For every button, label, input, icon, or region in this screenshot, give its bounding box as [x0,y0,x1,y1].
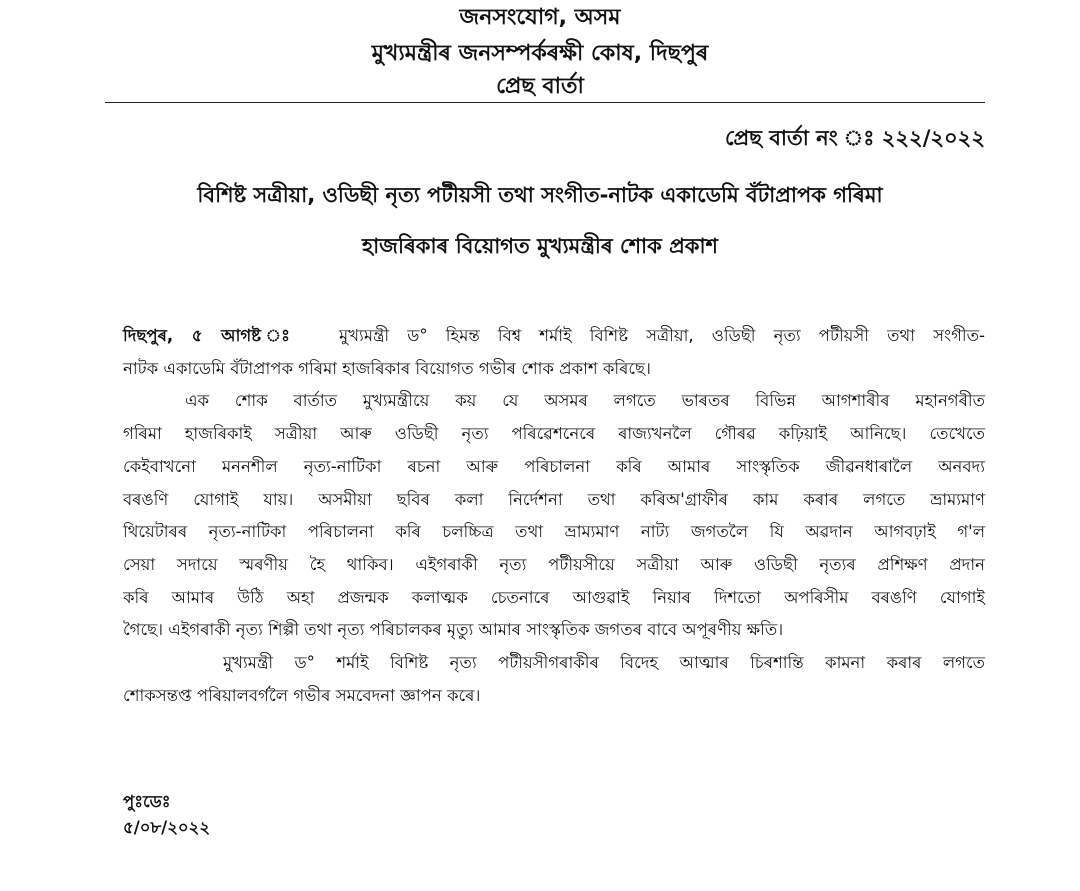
headline-line-1: বিশিষ্ট সত্ৰীয়া, ওডিছী নৃত্য পটীয়সী তথা সংগীত-নাটক একাডেমি বঁটাপ্ৰাপক গৰিমা [197,183,883,207]
footer-date: ৫/০৮/২০২২ [123,818,211,837]
header-doc-type: প্ৰেছ বাৰ্তা [496,74,584,99]
press-release-number: প্ৰেছ বাৰ্তা নং ঃ ২২২/২০২২ [725,126,985,150]
paragraph-2-start [123,385,985,418]
paragraph-2-line-8: গৈছে। এইগৰাকী নৃত্য শিল্পী তথা নৃত্য পৰিচালকৰ মৃত্যু আমাৰ সাংস্কৃতিক জগতৰ বাবে অপূৰণীয় ক্ষতি। [123,620,784,640]
paragraph-2-line-7: কৰি আমাৰ উঠি অহা প্ৰজন্মক কলাত্মক চেতনাৰে আগুৱাই নিয়াৰ দিশতো অপৰিসীম বৰঙণি যোগাই [123,587,985,607]
paragraph-1 [123,320,985,353]
header-divider [105,102,985,103]
footer-block [123,789,210,841]
body-text [123,320,985,712]
paragraph-2-line-6: সেয়া সদায়ে স্মৰণীয় হৈ থাকিব। এইগৰাকী নৃত্য পটীয়সীয়ে সত্ৰীয়া আৰু ওডিছী নৃত্যৰ প্ৰশিক্ষণ প্ৰদান [123,554,985,574]
paragraph-3-start [123,647,985,680]
dateline: দিছপুৰ, ৫ আগষ্ট ঃ [123,326,303,345]
header-office: মুখ্যমন্ত্ৰীৰ জনসম্পৰ্কৰক্ষী কোষ, দিছপুৰ [371,41,709,66]
para1-line-2: নাটক একাডেমি বঁটাপ্ৰাপক গৰিমা হাজৰিকাৰ বিয়োগত গভীৰ শোক প্ৰকাশ কৰিছে। [123,358,651,378]
header-department: জনসংযোগ, অসম [459,5,621,30]
para3-line-1: মুখ্যমন্ত্ৰী ড° শৰ্মাই বিশিষ্ট নৃত্য পটীয়সীগৰাকীৰ বিদেহ আত্মাৰ চিৰশান্তি কামনা কৰাৰ লগতে [223,653,985,673]
paragraph-3-line-2: শোকসন্তপ্ত পৰিয়ালবৰ্গলৈ গভীৰ সমবেদনা জ্ঞাপন কৰে। [123,685,481,705]
paragraph-2-line-4: বৰঙণি যোগাই যায়। অসমীয়া ছবিৰ কলা নিৰ্দেশনা তথা কৰিঅ'গ্ৰাফীৰ কাম কৰাৰ লগতে ভ্ৰাম্যমাণ [123,489,985,509]
para1-line-1: দিছপুৰ, ৫ আগষ্ট ঃ মুখ্যমন্ত্ৰী ড° হিমন্ত বিশ্ব শৰ্মাই বিশিষ্ট সত্ৰীয়া, ওডিছী নৃত্য পটীয়সী তথা সংগীত- [123,326,985,345]
paragraph-2-line-3: কেইবাখনো মননশীল নৃত্য-নাটিকা ৰচনা আৰু পৰিচালনা কৰি আমাৰ সাংস্কৃতিক জীৱনধাৰালৈ অনবদ্য [123,456,985,476]
paragraph-2-line-2: গৰিমা হাজৰিকাই সত্ৰীয়া আৰু ওডিছী নৃত্য পৰিৱেশনেৰে ৰাজ্যখনলৈ গৌৰৱ কঢ়িয়াই আনিছে। তেখেতে [123,424,985,444]
paragraph-1-end [123,353,985,386]
paragraph-2-line-5: থিয়েটাৰৰ নৃত্য-নাটিকা পৰিচালনা কৰি চলচ্চিত্ৰ তথা ভ্ৰাম্যমাণ নাট্য জগতলৈ যি অৱদান আগবঢ়াই গ'ল [123,522,985,542]
headline-line-2: হাজৰিকাৰ বিয়োগত মুখ্যমন্ত্ৰীৰ শোক প্ৰকাশ [362,234,718,258]
para2-line-1: এক শোক বাৰ্তাত মুখ্যমন্ত্ৰীয়ে কয় যে অসমৰ লগতে ভাৰতৰ বিভিন্ন আগশাৰীৰ মহানগৰীত [185,391,985,411]
footer-label: পুঃডেঃ [123,792,171,811]
